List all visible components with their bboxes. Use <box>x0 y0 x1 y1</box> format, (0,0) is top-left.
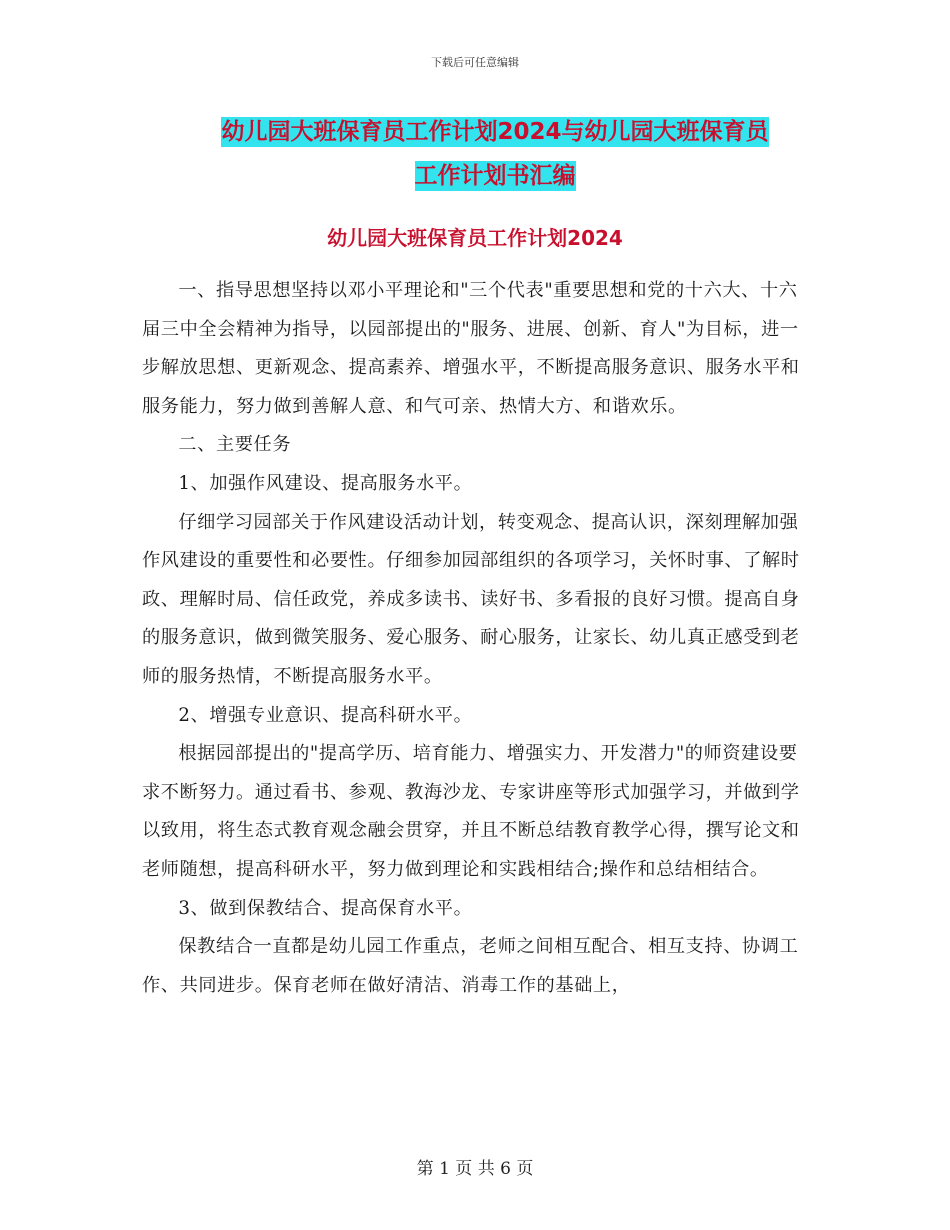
paragraph-guiding-ideology: 一、指导思想坚持以邓小平理论和"三个代表"重要思想和党的十六大、十六届三中全会精神为指导，以园部提出的"服务、进展、创新、育人"为目标，进一步解放思想、更新观念、提高素养、增强水平，不断提高服务意识、服务水平和服务能力，努力做到善解人意、和气可亲、热情大方、和谐欢乐。 <box>142 280 800 417</box>
section-title: 幼儿园大班保育员工作计划2024 <box>327 226 623 250</box>
document-title-line-2: 工作计划书汇编 <box>414 163 576 189</box>
paragraph-task-1-body: 仔细学习园部关于作风建设活动计划，转变观念、提高认识，深刻理解加强作风建设的重要性和必要性。仔细参加园部组织的各项学习，关怀时事、了解时政、理解时局、信任政党，养成多读书、读好书、多看报的良好习惯。提高自身的服务意识，做到微笑服务、爱心服务、耐心服务，让家长、幼儿真正感受到老师的服务热情，不断提高服务水平。 <box>142 511 800 687</box>
document-title <box>140 110 850 198</box>
paragraph-task-2-heading: 2、增强专业意识、提高科研水平。 <box>178 704 473 726</box>
page-footer: 第 1 页 共 6 页 <box>416 1159 534 1179</box>
paragraph-task-3-body: 保教结合一直都是幼儿园工作重点，老师之间相互配合、相互支持、协调工作、共同进步。保育老师在做好清洁、消毒工作的基础上， <box>142 936 799 996</box>
paragraph-task-2-body: 根据园部提出的"提高学历、培育能力、增强实力、开发潜力"的师资建设要求不断努力。通过看书、参观、教海沙龙、专家讲座等形式加强学习，并做到学以致用，将生态式教育观念融会贯穿，并且不断总结教育教学心得，撰写论文和老师随想，提高科研水平，努力做到理论和实践相结合;操作和总结相结合。 <box>142 743 800 880</box>
paragraph-task-1-heading: 1、加强作风建设、提高服务水平。 <box>178 472 473 494</box>
document-body <box>142 272 810 1005</box>
document-title-line-1: 幼儿园大班保育员工作计划2024与幼儿园大班保育员 <box>221 119 769 145</box>
paragraph-task-3-heading: 3、做到保教结合、提高保育水平。 <box>178 897 473 919</box>
header-note: 下载后可任意编辑 <box>431 56 519 69</box>
paragraph-main-tasks-heading: 二、主要任务 <box>178 434 292 456</box>
